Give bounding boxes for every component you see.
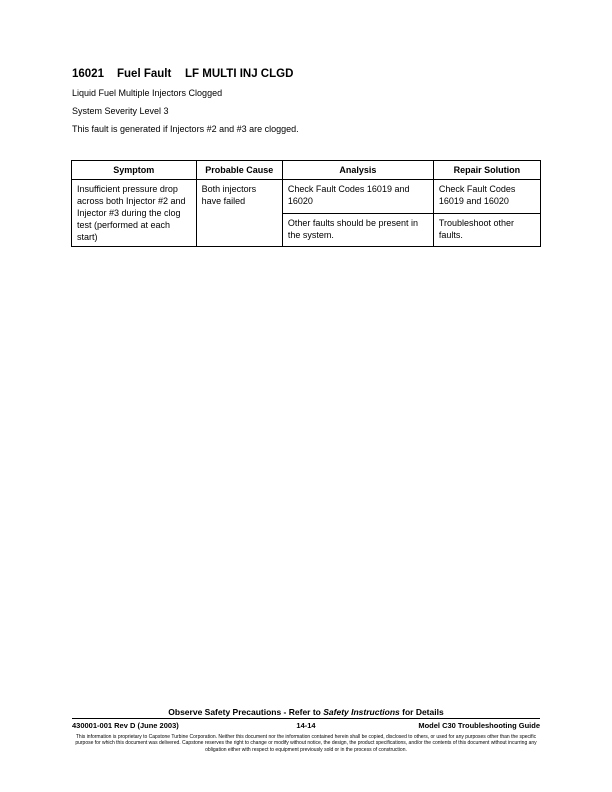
header-analysis: Analysis (282, 161, 433, 180)
safety-note (0, 707, 612, 717)
probable-cause-cell: Both injectors have failed (196, 180, 282, 247)
repair-solution-cell: Check Fault Codes 16019 and 16020 (433, 180, 540, 214)
safety-instructions-reference: Safety Instructions (323, 707, 400, 717)
analysis-cell: Other faults should be present in the system. (282, 213, 433, 247)
safety-note-suffix: for Details (399, 707, 444, 717)
footer-divider (72, 718, 540, 719)
fault-name: LF MULTI INJ CLGD (185, 68, 294, 80)
header-repair-solution: Repair Solution (433, 161, 540, 180)
analysis-cell: Check Fault Codes 16019 and 16020 (282, 180, 433, 214)
repair-solution-cell: Troubleshoot other faults. (433, 213, 540, 247)
document-number: 430001-001 Rev D (June 2003) (72, 721, 179, 730)
fault-table (71, 160, 541, 247)
severity-level: System Severity Level 3 (72, 106, 169, 116)
generated-condition: This fault is generated if Injectors #2 and #3 are clogged. (72, 124, 299, 134)
fault-type: Fuel Fault (117, 68, 172, 80)
table-header-row (72, 161, 541, 180)
header-probable-cause: Probable Cause (196, 161, 282, 180)
symptom-cell: Insufficient pressure drop across both Injector #2 and Injector #3 during the clog test (performed at each start) (72, 180, 197, 247)
safety-note-prefix: Observe Safety Precautions - Refer to (168, 707, 324, 717)
fault-description: Liquid Fuel Multiple Injectors Clogged (72, 88, 223, 98)
header-symptom: Symptom (72, 161, 197, 180)
fault-code: 16021 (72, 68, 104, 80)
page-number: 14-14 (296, 721, 316, 730)
fault-heading (72, 68, 293, 80)
guide-title: Model C30 Troubleshooting Guide (418, 721, 540, 730)
legal-notice: This information is proprietary to Capstone Turbine Corporation. Neither this document nor the information contained herein shall be copied, disclosed to others, or used for any purposes other than the specific purpose for which this document was delivered. Capstone reserves the right to change or modify without notice, the design, the product specifications, and/or the contents of this document without incurring any obligation either with respect to equipment previously sold or in the process of construction. (75, 734, 537, 753)
table-row (72, 180, 541, 214)
